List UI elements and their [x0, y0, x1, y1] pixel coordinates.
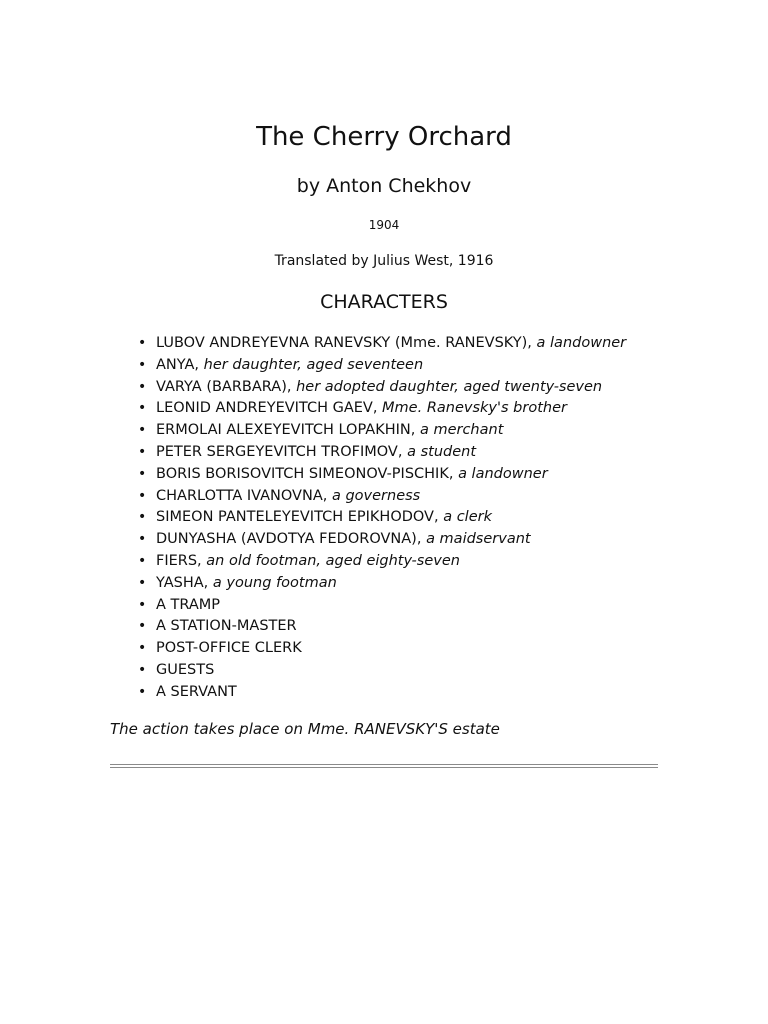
- character-name: LUBOV ANDREYEVNA RANEVSKY (Mme. RANEVSKY),: [156, 335, 532, 351]
- character-name: DUNYASHA (AVDOTYA FEDOROVNA),: [156, 531, 422, 548]
- horizontal-divider: [110, 764, 658, 768]
- publication-year: 1904: [368, 218, 400, 232]
- character-name: A STATION-MASTER: [156, 618, 297, 635]
- list-item: [130, 551, 730, 573]
- character-description: a maidservant: [426, 531, 531, 548]
- character-name: POST-OFFICE CLERK: [156, 640, 302, 657]
- character-name: A SERVANT: [156, 683, 237, 700]
- translator-line: Translated by Julius West, 1916: [274, 253, 494, 269]
- list-item: [130, 420, 730, 442]
- character-name: BORIS BORISOVITCH SIMEONOV-PISCHIK,: [156, 465, 454, 482]
- setting-note: The action takes place on Mme. RANEVSKY'S estate: [110, 720, 500, 738]
- list-item: [130, 464, 730, 486]
- character-name: FIERS,: [156, 552, 202, 569]
- list-item: [130, 377, 730, 399]
- bullet-icon: •: [138, 531, 147, 548]
- play-title: The Cherry Orchard: [256, 122, 512, 152]
- list-item: [130, 682, 730, 704]
- bullet-icon: •: [138, 618, 147, 635]
- list-item: [130, 638, 730, 660]
- character-name: ERMOLAI ALEXEYEVITCH LOPAKHIN,: [156, 422, 416, 439]
- bullet-icon: •: [138, 465, 147, 482]
- list-item: [130, 616, 730, 638]
- character-description: her adopted daughter, aged twenty-seven: [296, 378, 603, 395]
- character-name: SIMEON PANTELEYEVITCH EPIKHODOV,: [156, 509, 439, 526]
- character-name: YASHA,: [156, 574, 209, 591]
- bullet-icon: •: [138, 487, 147, 504]
- character-name: LEONID ANDREYEVITCH GAEV,: [156, 400, 378, 417]
- bullet-icon: •: [138, 443, 147, 460]
- bullet-icon: •: [138, 400, 147, 417]
- list-item: [130, 355, 730, 377]
- character-description: a student: [407, 443, 477, 460]
- list-item: [130, 573, 730, 595]
- character-name: ANYA,: [156, 356, 200, 373]
- character-description: Mme. Ranevsky's brother: [382, 400, 567, 417]
- list-item: [130, 507, 730, 529]
- bullet-icon: •: [138, 661, 147, 678]
- character-name: A TRAMP: [156, 596, 221, 613]
- character-description: an old footman, aged eighty-seven: [206, 552, 460, 569]
- list-item: [130, 333, 730, 355]
- author-line: by Anton Chekhov: [296, 175, 472, 197]
- list-item: [130, 486, 730, 508]
- bullet-icon: •: [138, 509, 147, 526]
- character-name: VARYA (BARBARA),: [156, 378, 292, 395]
- character-name: GUESTS: [156, 661, 215, 678]
- character-description: a landowner: [458, 465, 548, 482]
- bullet-icon: •: [138, 356, 147, 373]
- list-item: [130, 595, 730, 617]
- character-description: a clerk: [443, 509, 492, 526]
- character-description: a young footman: [212, 574, 337, 591]
- characters-heading: CHARACTERS: [320, 291, 448, 313]
- character-name: CHARLOTTA IVANOVNA,: [156, 487, 328, 504]
- bullet-icon: •: [138, 683, 147, 700]
- bullet-icon: •: [138, 422, 147, 439]
- character-description: a merchant: [419, 422, 504, 439]
- character-description: a landowner: [536, 335, 627, 351]
- character-list: [130, 333, 730, 704]
- bullet-icon: •: [138, 574, 147, 591]
- character-description: a governess: [331, 487, 421, 504]
- character-name: PETER SERGEYEVITCH TROFIMOV,: [156, 443, 403, 460]
- bullet-icon: •: [138, 552, 147, 569]
- list-item: [130, 442, 730, 464]
- bullet-icon: •: [138, 335, 147, 351]
- bullet-icon: •: [138, 378, 147, 395]
- bullet-icon: •: [138, 640, 147, 657]
- character-description: her daughter, aged seventeen: [203, 356, 424, 373]
- bullet-icon: •: [138, 596, 147, 613]
- list-item: [130, 660, 730, 682]
- list-item: [130, 529, 730, 551]
- list-item: [130, 398, 730, 420]
